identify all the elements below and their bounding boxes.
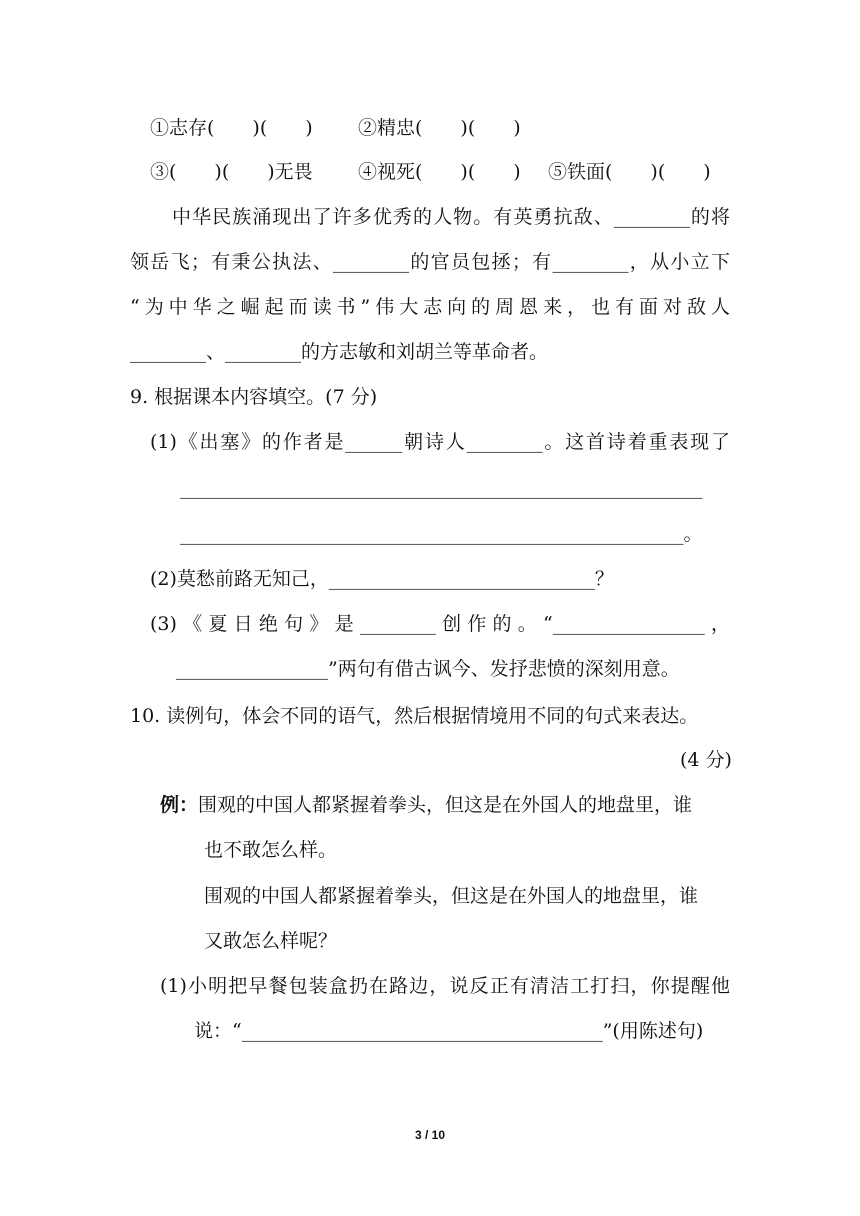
page-number: 3 / 10: [414, 1128, 446, 1142]
instruction-note: ”(用陈述句): [602, 1020, 704, 1042]
item-number: ①: [150, 117, 170, 139]
question-10-title: 10. 读例句，体会不同的语气，然后根据情境用不同的句式来表达。: [130, 705, 699, 727]
item-text: ( )( )无畏: [169, 161, 313, 183]
idiom-item-4: [358, 158, 521, 186]
paragraph-line-4: ________、________的方志敏和刘胡兰等革命者。: [130, 341, 549, 363]
item-number: ②: [358, 117, 378, 139]
item-number: ⑤: [548, 161, 568, 183]
idiom-item-3: [150, 158, 313, 186]
example-line-2: 也不敢怎么样。: [204, 839, 338, 861]
question-9-part-3-line-2: ________________”两句有借古讽今、发抒悲愤的深刻用意。: [176, 658, 680, 680]
example-text: 围观的中国人都紧握着拳头，但这是在外国人的地盘里，谁: [198, 794, 693, 816]
item-number: ③: [150, 161, 170, 183]
item-text: 精忠( )( ): [377, 117, 521, 139]
answer-line[interactable]: ______________________________________: [241, 1020, 603, 1042]
answer-line[interactable]: _____________________________________________________。: [180, 523, 703, 545]
paragraph-line-3: “为中华之崛起而读书”伟大志向的周恩来，也有面对敌人: [130, 296, 730, 318]
item-number: ④: [358, 161, 378, 183]
idiom-item-5: [548, 158, 711, 186]
question-9-part-1: (1)《出塞》的作者是______朝诗人________。这首诗着重表现了: [150, 431, 730, 453]
question-10-part-1-line-2: [194, 1017, 703, 1045]
question-9-title: 9. 根据课本内容填空。(7 分): [130, 386, 378, 408]
answer-line[interactable]: _______________________________________________________: [180, 477, 703, 499]
example-label: 例：: [160, 794, 199, 816]
paragraph-line-1: 中华民族涌现出了许多优秀的人物。有英勇抗敌、________的将: [172, 206, 730, 228]
example-line-4: 又敢怎么样呢？: [204, 930, 338, 952]
quote-prefix: 说：“: [194, 1020, 242, 1042]
item-text: 视死( )( ): [377, 161, 521, 183]
paragraph-line-2: 领岳飞；有秉公执法、________的官员包拯；有________，从小立下: [130, 251, 730, 273]
example-line-1: [160, 791, 692, 819]
question-10-part-1-line-1: (1)小明把早餐包装盒扔在路边，说反正有清洁工打扫，你提醒他: [160, 975, 730, 997]
item-text: 铁面( )( ): [567, 161, 711, 183]
item-text: 志存( )( ): [169, 117, 313, 139]
question-9-part-2: (2)莫愁前路无知己，____________________________？: [150, 568, 614, 590]
question-9-part-3-line-1: (3)《夏日绝句》是________创作的。“________________，: [150, 613, 730, 635]
idiom-item-1: [150, 114, 313, 142]
example-line-3: 围观的中国人都紧握着拳头，但这是在外国人的地盘里，谁: [204, 885, 699, 907]
idiom-item-2: [358, 114, 521, 142]
question-10-score: (4 分): [680, 749, 732, 771]
